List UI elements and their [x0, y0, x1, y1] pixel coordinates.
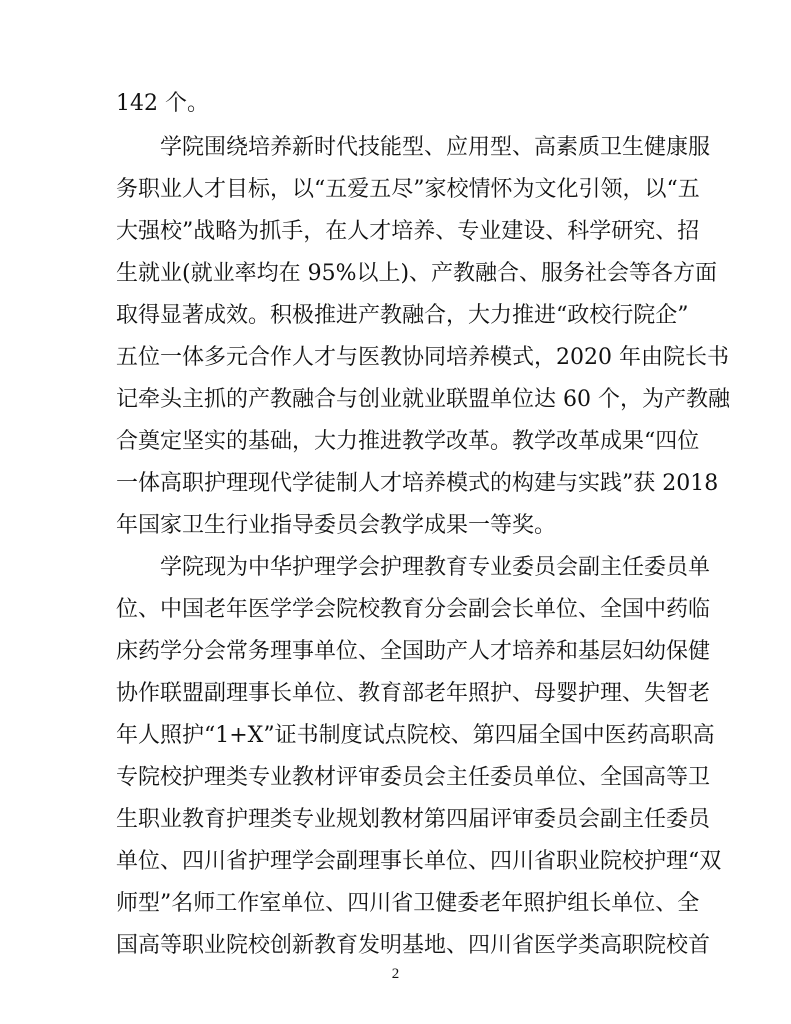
text-line: 大强校”战略为抓手，在人才培养、专业建设、科学研究、招	[116, 219, 700, 244]
text-line: 师型”名师工作室单位、四川省卫健委老年照护组长单位、全	[116, 891, 700, 916]
paragraph-first-line: 学院围绕培养新时代技能型、应用型、高素质卫生健康服	[160, 135, 711, 160]
text-line: 务职业人才目标，以“五爱五尽”家校情怀为文化引领，以“五	[116, 177, 700, 202]
text-line: 专院校护理类专业教材评审委员会主任委员单位、全国高等卫	[116, 765, 711, 790]
text-line: 协作联盟副理事长单位、教育部老年照护、母婴护理、失智老	[116, 681, 711, 706]
text-line: 年国家卫生行业指导委员会教学成果一等奖。	[116, 513, 557, 538]
text-line: 年人照护“1+X”证书制度试点院校、第四届全国中医药高职高	[116, 723, 715, 748]
text-line: 生就业(就业率均在 95%以上)、产教融合、服务社会等各方面	[116, 261, 718, 286]
text-line: 床药学分会常务理事单位、全国助产人才培养和基层妇幼保健	[116, 639, 711, 664]
text-line: 五位一体多元合作人才与医教协同培养模式，2020 年由院长书	[116, 345, 729, 370]
text-line: 国高等职业院校创新教育发明基地、四川省医学类高职院校首	[116, 933, 711, 958]
text-line: 取得显著成效。积极推进产教融合，大力推进“政校行院企”	[116, 303, 689, 328]
text-line: 142 个。	[116, 91, 209, 116]
page-number: 2	[391, 966, 400, 982]
text-line: 单位、四川省护理学会副理事长单位、四川省职业院校护理“双	[116, 849, 722, 874]
text-line: 位、中国老年医学学会院校教育分会副会长单位、全国中药临	[116, 597, 711, 622]
text-line: 生职业教育护理类专业规划教材第四届评审委员会副主任委员	[116, 807, 711, 832]
paragraph-first-line: 学院现为中华护理学会护理教育专业委员会副主任委员单	[160, 555, 711, 580]
text-line: 一体高职护理现代学徒制人才培养模式的构建与实践”获 2018	[116, 471, 719, 496]
text-line: 记牵头主抓的产教融合与创业就业联盟单位达 60 个，为产教融	[116, 387, 730, 412]
text-line: 合奠定坚实的基础，大力推进教学改革。教学改革成果“四位	[116, 429, 700, 454]
